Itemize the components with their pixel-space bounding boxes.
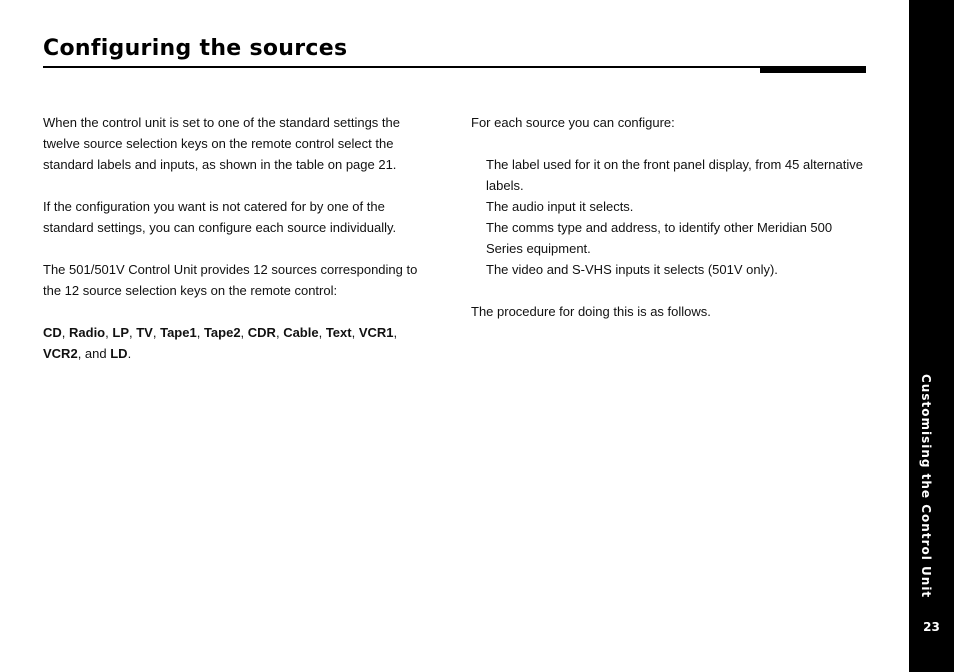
right-column: [471, 112, 866, 343]
list-item: The label used for it on the front panel display, from 45 alternative labels.: [486, 157, 863, 193]
list-item: The video and S-VHS inputs it selects (501V only).: [486, 262, 778, 277]
source-name: Cable: [283, 325, 319, 340]
source-name: Tape1: [160, 325, 197, 340]
paragraph-twelve-sources: The 501/501V Control Unit provides 12 sources corresponding to the 12 source selection keys on the remote control:: [43, 262, 418, 298]
source-name: VCR1: [358, 325, 394, 340]
source-name: Tape2: [203, 325, 241, 340]
source-name: VCR2: [43, 346, 78, 361]
source-name: TV: [136, 325, 153, 340]
source-name: LP: [112, 325, 129, 340]
source-name: CDR: [247, 325, 276, 340]
configure-intro: For each source you can configure:: [471, 115, 675, 130]
title-rule-accent: [760, 66, 866, 73]
list-item: The audio input it selects.: [486, 199, 634, 214]
configure-options-list: [471, 154, 866, 280]
title-rule: [43, 66, 866, 68]
source-names-list: CD, Radio, LP, TV, Tape1, Tape2, CDR, Cable, Text, VCR1, VCR2, and LD.: [43, 325, 398, 361]
page-title: Configuring the sources: [43, 36, 348, 61]
list-item: The comms type and address, to identify other Meridian 500 Series equipment.: [486, 220, 833, 256]
source-name: LD: [110, 346, 128, 361]
paragraph-individual-config: If the configuration you want is not catered for by one of the standard settings, you can configure each source individually.: [43, 199, 397, 235]
procedure-note: The procedure for doing this is as follows.: [471, 304, 711, 319]
source-name: CD: [43, 325, 62, 340]
page-number: 23: [923, 620, 940, 634]
section-label: Customising the Control Unit: [919, 374, 933, 599]
left-column: [43, 112, 433, 385]
source-name: Radio: [69, 325, 106, 340]
source-name: Text: [325, 325, 352, 340]
paragraph-standard-settings: When the control unit is set to one of the standard settings the twelve source selection keys on the remote control select the standard labels and inputs, as shown in the table on page 21.: [43, 115, 400, 172]
